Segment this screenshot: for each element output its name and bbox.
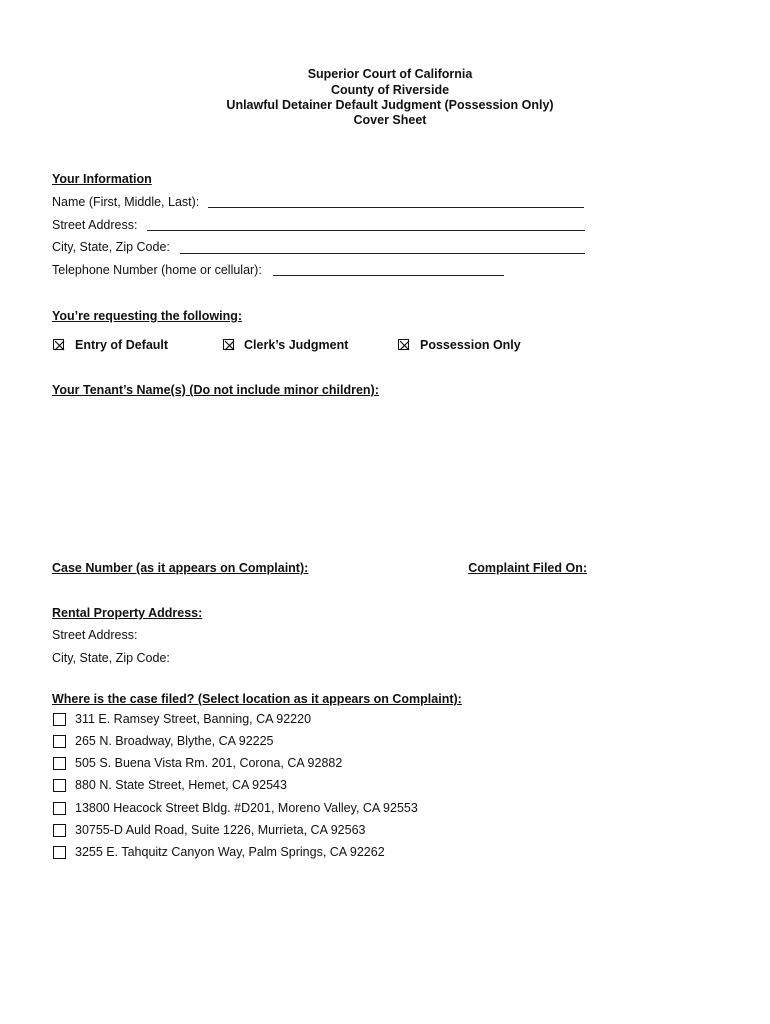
location-murrieta-checkbox[interactable] — [53, 824, 66, 837]
checked-x-icon — [54, 340, 65, 351]
city-state-zip-field[interactable] — [180, 253, 585, 254]
location-banning-checkbox[interactable] — [53, 713, 66, 726]
rental-city-label: City, State, Zip Code: — [52, 651, 170, 665]
street-address-field[interactable] — [147, 230, 585, 231]
location-palm-springs-checkbox[interactable] — [53, 846, 66, 859]
telephone-field[interactable] — [273, 275, 504, 276]
name-field[interactable] — [208, 207, 584, 208]
location-corona-label: 505 S. Buena Vista Rm. 201, Corona, CA 92882 — [75, 756, 343, 770]
clerks-judgment-label: Clerk’s Judgment — [244, 338, 349, 352]
requesting-heading: You’re requesting the following: — [52, 309, 243, 323]
rental-street-label: Street Address: — [52, 628, 138, 642]
possession-only-checkbox[interactable] — [398, 339, 409, 350]
complaint-filed-on-heading: Complaint Filed On: — [468, 561, 587, 575]
entry-of-default-label: Entry of Default — [75, 338, 169, 352]
street-address-label: Street Address: — [52, 218, 138, 232]
location-palm-springs-label: 3255 E. Tahquitz Canyon Way, Palm Springs, CA 92262 — [75, 845, 385, 859]
location-hemet-label: 880 N. State Street, Hemet, CA 92543 — [75, 778, 287, 792]
telephone-label: Telephone Number (home or cellular): — [52, 263, 262, 277]
rental-property-heading: Rental Property Address: — [52, 606, 203, 620]
city-state-zip-label: City, State, Zip Code: — [52, 240, 170, 254]
court-name: Superior Court of California — [307, 67, 473, 81]
tenant-names-heading: Your Tenant’s Name(s) (Do not include minor children): — [52, 383, 379, 397]
location-murrieta-label: 30755-D Auld Road, Suite 1226, Murrieta, CA 92563 — [75, 823, 366, 837]
form-subtitle: Cover Sheet — [353, 113, 427, 127]
clerks-judgment-checkbox[interactable] — [223, 339, 234, 350]
your-information-heading: Your Information — [52, 172, 152, 186]
location-corona-checkbox[interactable] — [53, 757, 66, 770]
name-label: Name (First, Middle, Last): — [52, 195, 200, 209]
checked-x-icon — [399, 340, 410, 351]
location-blythe-label: 265 N. Broadway, Blythe, CA 92225 — [75, 734, 274, 748]
location-blythe-checkbox[interactable] — [53, 735, 66, 748]
location-banning-label: 311 E. Ramsey Street, Banning, CA 92220 — [75, 712, 312, 726]
entry-of-default-checkbox[interactable] — [53, 339, 64, 350]
form-title: Unlawful Detainer Default Judgment (Possession Only) — [226, 98, 554, 112]
location-moreno-valley-checkbox[interactable] — [53, 802, 66, 815]
case-location-heading: Where is the case filed? (Select location as it appears on Complaint): — [52, 692, 462, 706]
possession-only-label: Possession Only — [420, 338, 521, 352]
county-name: County of Riverside — [330, 83, 450, 97]
case-number-heading: Case Number (as it appears on Complaint): — [52, 561, 309, 575]
checked-x-icon — [224, 340, 235, 351]
location-hemet-checkbox[interactable] — [53, 779, 66, 792]
tenant-names-area[interactable] — [52, 402, 587, 552]
location-moreno-valley-label: 13800 Heacock Street Bldg. #D201, Moreno Valley, CA 92553 — [75, 801, 418, 815]
